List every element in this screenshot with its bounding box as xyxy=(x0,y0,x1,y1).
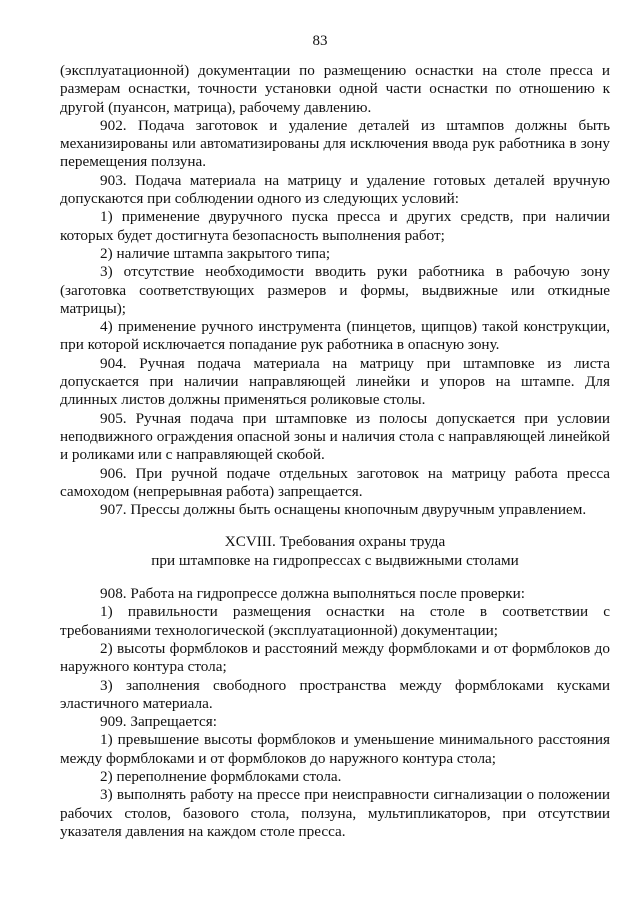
paragraph: 905. Ручная подача при штамповке из полосы допускается при условии неподвижного ограждения опасной зоны и наличия стола с направляющей линейкой и роликами или с направляющей скобой. xyxy=(60,409,610,464)
list-item: 1) превышение высоты формблоков и уменьшение минимального расстояния между формблоками и от формблоков до наружного контура стола; xyxy=(60,731,610,767)
list-item: 2) переполнение формблоками стола. xyxy=(100,767,342,785)
list-item: 4) применение ручного инструмента (пинцетов, щипцов) такой конструкции, при которой исключается попадание рук работника в опасную зону. xyxy=(60,318,610,354)
list-item: 3) выполнять работу на прессе при неисправности сигнализации о положении рабочих столов, базового стола, ползуна, мультипликаторов, при отсутствии указателя давления на каждом столе пресса. xyxy=(60,786,610,840)
section-heading xyxy=(60,533,610,570)
list-item: 3) заполнения свободного пространства между формблоками кусками эластичного материала. xyxy=(60,676,610,712)
paragraph: 902. Подача заготовок и удаление деталей из штампов должны быть механизированы или автоматизированы для исключения ввода рук работника в зону перемещения ползуна. xyxy=(60,116,610,171)
paragraph: 906. При ручной подаче отдельных заготовок на матрицу работа пресса самоходом (непрерывная работа) запрещается. xyxy=(60,464,610,500)
paragraph: 903. Подача материала на матрицу и удаление готовых деталей вручную допускаются при соблюдении одного из следующих условий: xyxy=(60,171,610,208)
document-body xyxy=(60,62,610,841)
paragraph: 908. Работа на гидропрессе должна выполняться после проверки: xyxy=(100,585,525,603)
list-item: 1) применение двуручного пуска пресса и других средств, при наличии которых будет достигнута безопасность выполнения работ; xyxy=(60,208,610,244)
list-item: 3) отсутствие необходимости вводить руки работника в рабочую зону (заготовка соответствующих размеров и формы, выдвижные или откидные матрицы); xyxy=(60,263,610,317)
paragraph: 907. Прессы должны быть оснащены кнопочным двуручным управлением. xyxy=(100,501,587,519)
section-heading-line1: XCVIII. Требования охраны труда xyxy=(224,533,446,551)
paragraph: 904. Ручная подача материала на матрицу при штамповке из листа допускается при наличии направляющей линейки и упоров на штампе. Для длинных листов должны применяться роликовые столы. xyxy=(60,354,610,409)
page-number: 83 xyxy=(312,33,328,49)
list-item: 2) наличие штампа закрытого типа; xyxy=(100,244,331,262)
section-heading-line2: при штамповке на гидропрессах с выдвижными столами xyxy=(151,551,519,569)
paragraphs-before xyxy=(60,62,610,519)
paragraph: 909. Запрещается: xyxy=(100,713,217,731)
list-item: 2) высоты формблоков и расстояний между формблоками и от формблоков до наружного контура стола; xyxy=(60,639,610,676)
paragraphs-after xyxy=(60,585,610,841)
list-item: 1) правильности размещения оснастки на столе в соответствии с требованиями технологической (эксплуатационной) документации; xyxy=(60,603,610,639)
paragraph: (эксплуатационной) документации по размещению оснастки на столе пресса и размерам оснастки, точности установки одной части оснастки по отношению к другой (пуансон, матрица), рабочему давлению. xyxy=(60,62,610,116)
